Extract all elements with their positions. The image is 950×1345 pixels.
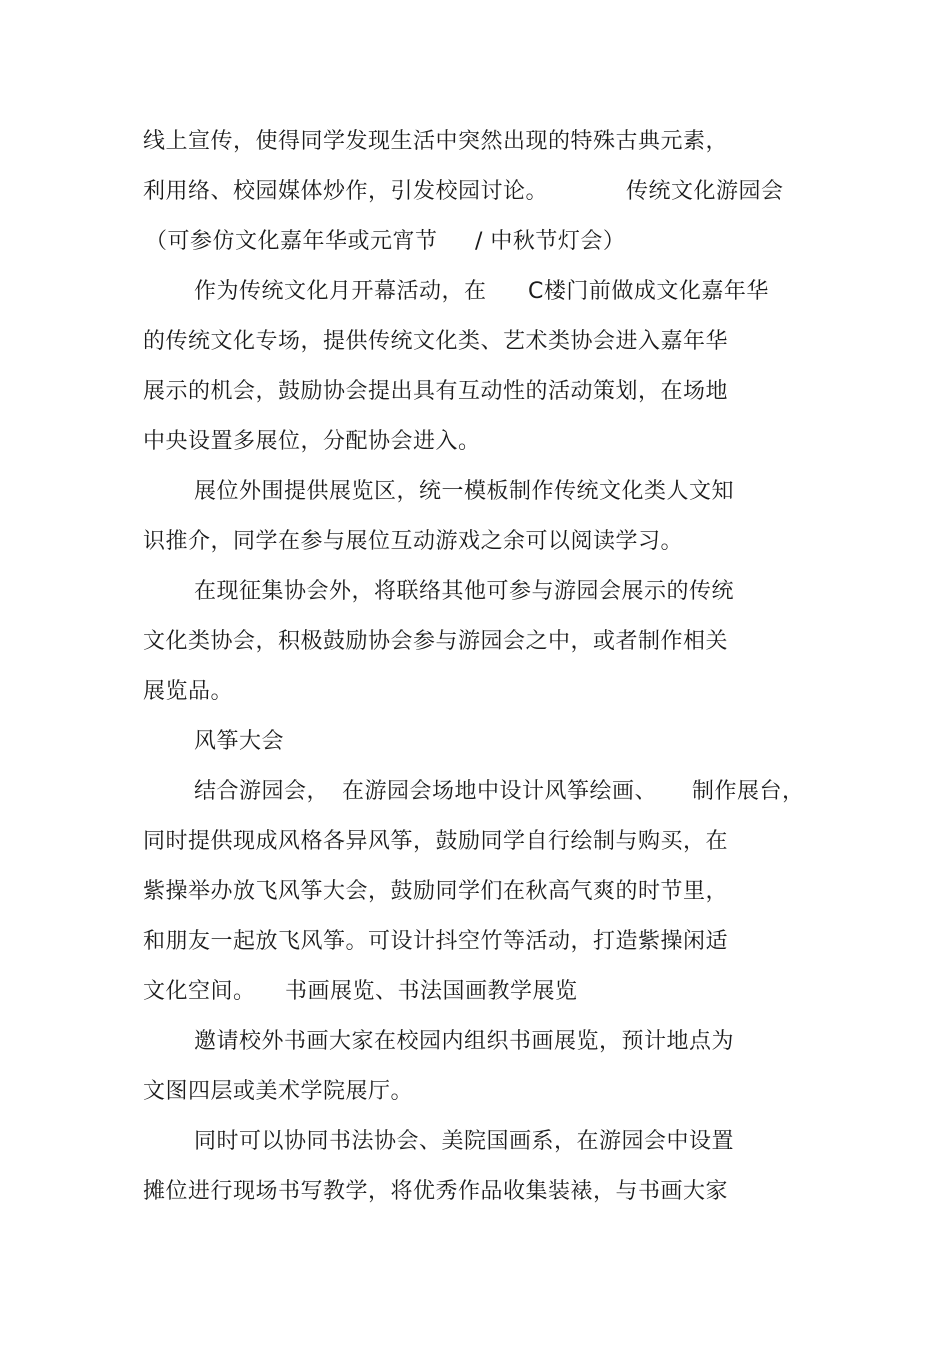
text-segment: 在游园会场地中设计风筝绘画、 — [342, 779, 658, 804]
text-line — [143, 178, 548, 206]
text-line: 展示的机会，鼓励协会提出具有互动性的活动策划，在场地 — [143, 379, 729, 404]
text-line: 线上宣传，使得同学发现生活中突然出现的特殊古典元素， — [143, 129, 729, 154]
text-line: 中央设置多展位，分配协会进入。 — [143, 429, 481, 454]
text-segment: 结合游园会， — [194, 779, 330, 804]
text-line: 邀请校外书画大家在校园内组织书画展览，预计地点为 — [194, 1029, 735, 1054]
section-heading: 书画展览、书法国画教学展览 — [285, 979, 578, 1004]
section-heading: 传统文化游园会 — [626, 179, 784, 204]
text-line — [145, 228, 438, 256]
text-line: 在现征集协会外，将联络其他可参与游园会展示的传统 — [194, 579, 735, 604]
text-line: 识推介，同学在参与展位互动游戏之余可以阅读学习。 — [143, 529, 684, 554]
text-line: 和朋友一起放飞风筝。可设计抖空竹等活动，打造紫操闲适 — [143, 929, 729, 954]
text-line: 展览品。 — [143, 679, 234, 704]
text-line: 展位外围提供展览区，统一模板制作传统文化类人文知 — [194, 479, 735, 504]
text-segment: 文化空间。 — [143, 979, 256, 1004]
text-segment: 利用络、校园媒体炒作，引发校园讨论。 — [143, 179, 549, 204]
text-segment: （可参仿文化嘉年华或元宵节 — [145, 229, 438, 254]
text-segment: 作为传统文化月开幕活动，在 — [194, 279, 487, 304]
text-line: 文化类协会，积极鼓励协会参与游园会之中，或者制作相关 — [143, 629, 729, 654]
text-segment: C楼门前做成文化嘉年华 — [528, 279, 769, 304]
text-line: 文图四层或美术学院展厅。 — [143, 1079, 414, 1104]
text-segment: / 中秋节灯会） — [475, 229, 626, 254]
text-line: 同时提供现成风格各异风筝，鼓励同学自行绘制与购买，在 — [143, 829, 729, 854]
section-heading: 风筝大会 — [194, 729, 285, 754]
text-line: 摊位进行现场书写教学，将优秀作品收集装裱，与书画大家 — [143, 1179, 729, 1204]
text-segment: 制作展台， — [692, 779, 805, 804]
text-line: 紫操举办放飞风筝大会，鼓励同学们在秋高气爽的时节里， — [143, 879, 729, 904]
text-line: 的传统文化专场，提供传统文化类、艺术类协会进入嘉年华 — [143, 329, 729, 354]
text-line: 同时可以协同书法协会、美院国画系，在游园会中设置 — [194, 1129, 735, 1154]
